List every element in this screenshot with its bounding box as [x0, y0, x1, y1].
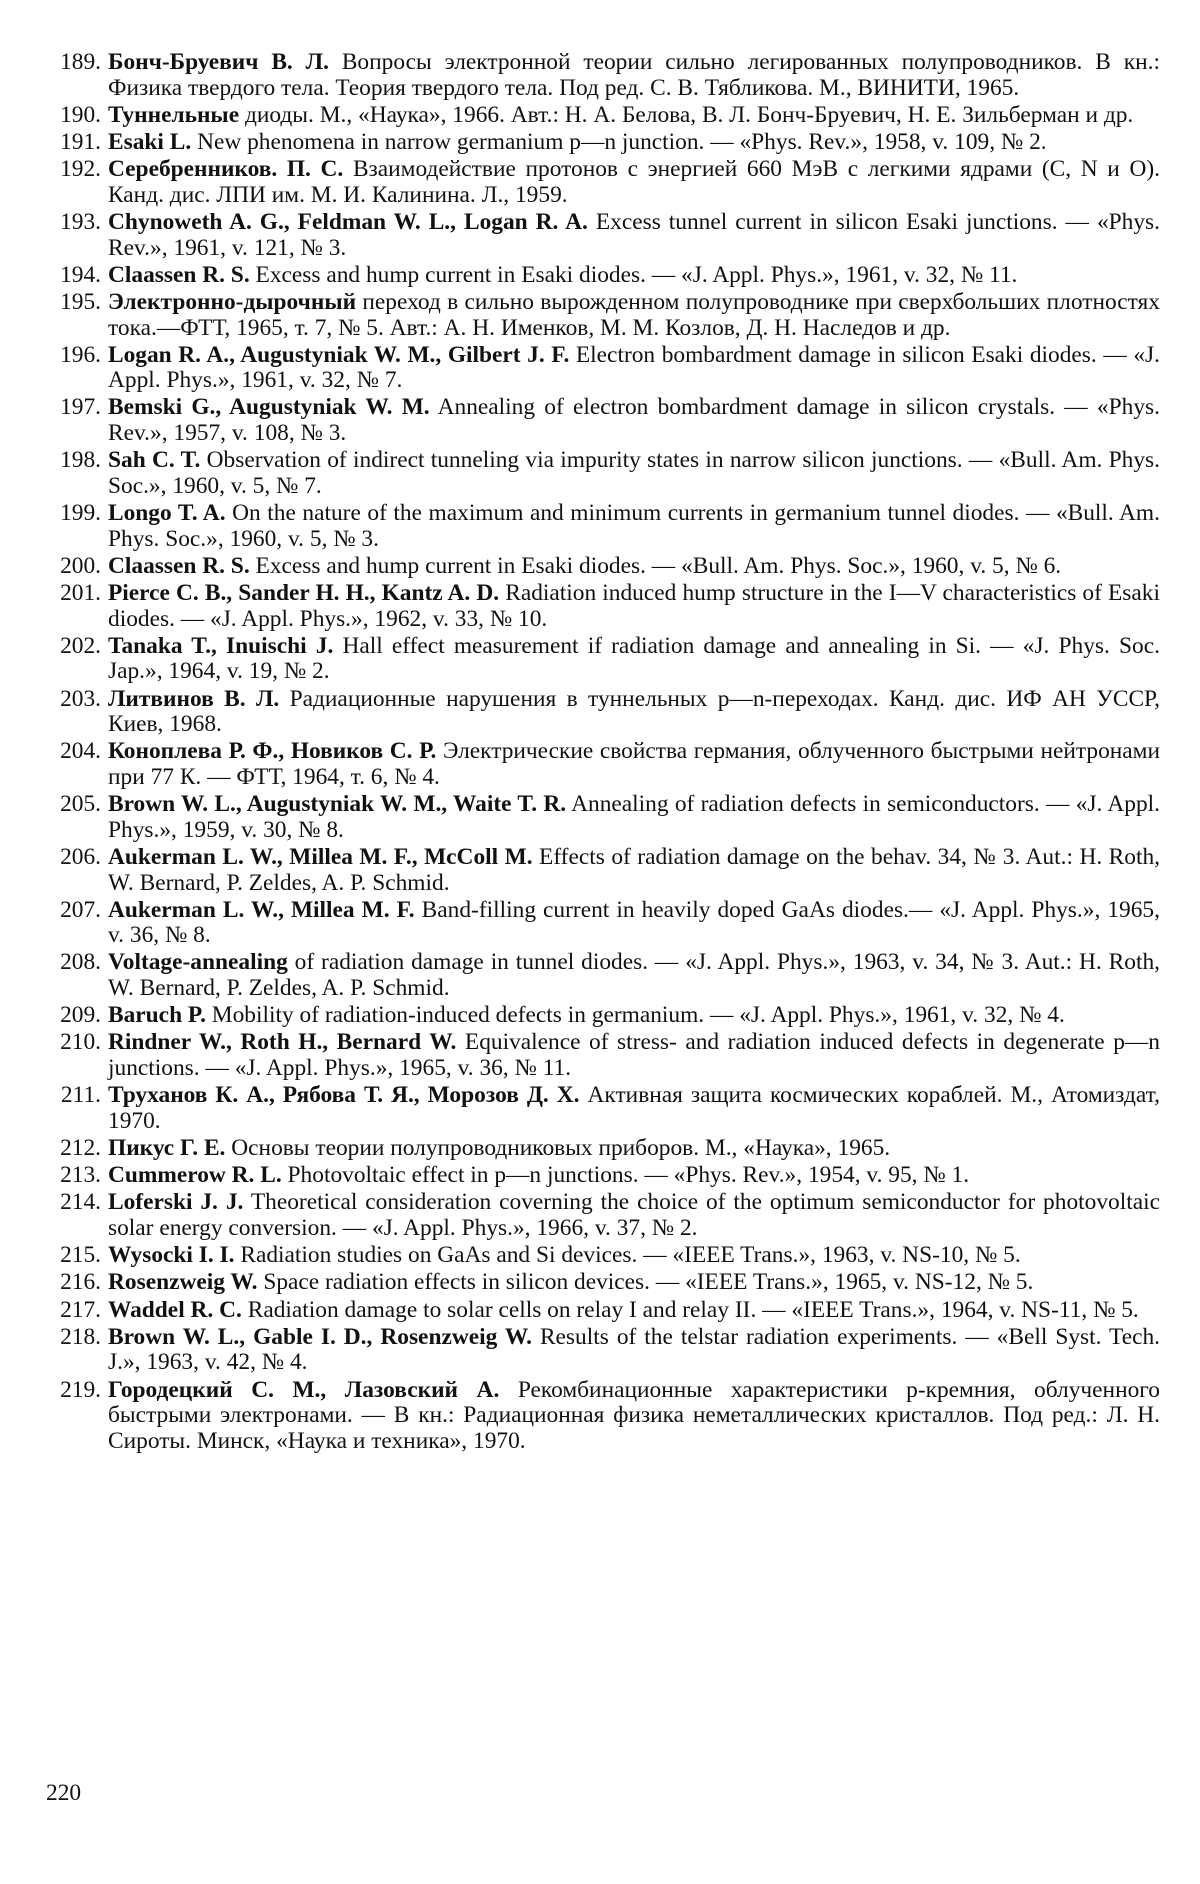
reference-body — [108, 634, 1160, 685]
reference-body — [108, 103, 1160, 129]
reference-number: 192. — [60, 156, 101, 183]
reference-item — [40, 343, 1160, 394]
reference-text: Электрические свойства германия, облученного быстрыми нейтронами при 77 К. — ФТТ, 1964, т. 6, № 4. — [108, 738, 1160, 790]
reference-body — [108, 157, 1160, 208]
reference-authors: Brown W. L., Gable I. D., Rosenzweig W. — [108, 1323, 532, 1350]
reference-item — [40, 792, 1160, 843]
reference-number: 211. — [60, 1082, 101, 1109]
reference-authors: Wysocki I. I. — [108, 1242, 235, 1269]
reference-number: 190. — [60, 101, 101, 128]
reference-item — [40, 1270, 1160, 1296]
reference-body — [108, 130, 1160, 156]
reference-body — [108, 1030, 1160, 1081]
reference-authors: Claassen R. S. — [108, 261, 250, 288]
reference-body — [108, 1163, 1160, 1189]
reference-text: Вопросы электронной теории сильно легированных полупроводников. В кн.: Физика твердого тела. Теория твердого тела. Под ред. С. В. Тябликова. М., ВИНИТИ, 1965. — [108, 49, 1160, 101]
reference-item — [40, 1298, 1160, 1324]
reference-number: 217. — [60, 1296, 101, 1323]
reference-item — [40, 157, 1160, 208]
reference-number: 194. — [60, 261, 101, 288]
reference-body — [108, 1270, 1160, 1296]
reference-authors: Бонч-Бруевич В. Л. — [108, 49, 329, 75]
reference-body — [108, 290, 1160, 341]
reference-number: 208. — [60, 949, 101, 976]
reference-number: 193. — [60, 208, 101, 235]
reference-number: 203. — [60, 685, 101, 712]
reference-body — [108, 50, 1160, 101]
reference-text: Photovoltaic effect in p—n junctions. — «Phys. Rev.», 1954, v. 95, № 1. — [287, 1162, 970, 1189]
reference-authors: Bemski G., Augustyniak W. M. — [108, 394, 430, 421]
reference-item — [40, 1083, 1160, 1134]
reference-text: Band-filling current in heavily doped GaAs diodes.— «J. Appl. Phys.», 1965, v. 36, № 8. — [108, 896, 1160, 949]
reference-number: 189. — [60, 49, 101, 75]
reference-text: Radiation induced hump structure in the I—V characteristics of Esaki diodes. — «J. Appl. Phys.», 1962, v. 33, № 10. — [108, 580, 1160, 632]
reference-text: Рекомбинационные характеристики p-кремния, облученного быстрыми электронами. — В кн.: Радиационная физика неметаллических кристаллов. Под ред.: Л. Н. Сироты. Минск, «Наука и техника», 1970. — [108, 1376, 1160, 1454]
page-number: 220 — [46, 1780, 82, 1806]
reference-text: Excess tunnel current in silicon Esaki junctions. — «Phys. Rev.», 1961, v. 121, № 3. — [108, 208, 1160, 261]
reference-body — [108, 1136, 1160, 1162]
reference-authors: Труханов К. А., Рябова Т. Я., Морозов Д. Х. — [108, 1082, 580, 1109]
reference-text: Hall effect measurement if radiation damage and annealing in Si. — «J. Phys. Soc. Jap.», 1964, v. 19, № 2. — [108, 632, 1160, 685]
reference-number: 205. — [60, 791, 101, 818]
reference-text: Theoretical consideration coverning the choice of the optimum semiconductor for photovoltaic solar energy conversion. — «J. Appl. Phys.», 1966, v. 37, № 2. — [108, 1189, 1160, 1241]
reference-body — [108, 1083, 1160, 1134]
reference-item — [40, 50, 1160, 101]
reference-body — [108, 581, 1160, 632]
reference-text: Mobility of radiation-induced defects in germanium. — «J. Appl. Phys.», 1961, v. 32, № 4. — [211, 1002, 1065, 1029]
reference-item — [40, 501, 1160, 552]
reference-authors: Электронно-дырочный — [108, 288, 357, 315]
reference-list — [40, 50, 1160, 1456]
reference-number: 191. — [60, 128, 101, 155]
reference-text: of radiation damage in tunnel diodes. — «J. Appl. Phys.», 1963, v. 34, № 3. Aut.: H. Roth, W. Bernard, P. Zeldes, A. P. Schmid. — [108, 949, 1160, 1002]
reference-item — [40, 130, 1160, 156]
reference-authors: Longo T. A. — [108, 500, 226, 527]
reference-text: Annealing of radiation defects in semiconductors. — «J. Appl. Phys.», 1959, v. 30, № 8. — [108, 791, 1160, 843]
reference-number: 216. — [60, 1269, 101, 1296]
reference-text: диоды. М., «Наука», 1966. Авт.: Н. А. Белова, В. Л. Бонч-Бруевич, Н. Е. Зильберман и др. — [244, 101, 1134, 128]
reference-authors: Литвинов В. Л. — [108, 685, 280, 712]
reference-authors: Logan R. A., Augustyniak W. M., Gilbert J. F. — [108, 341, 570, 368]
reference-authors: Городецкий С. М., Лазовский А. — [108, 1376, 500, 1403]
reference-number: 196. — [60, 341, 101, 368]
reference-item — [40, 554, 1160, 580]
reference-text: переход в сильно вырожденном полупроводнике при сверхбольших плотностях тока.—ФТТ, 1965, т. 7, № 5. Авт.: А. Н. Именков, М. М. Козлов, Д. Н. Наследов и др. — [108, 288, 1160, 341]
reference-number: 201. — [60, 580, 101, 606]
reference-authors: Esaki L. — [108, 128, 192, 155]
reference-text: Observation of indirect tunneling via impurity states in narrow silicon junctions. — «Bull. Am. Phys. Soc.», 1960, v. 5, № 7. — [108, 447, 1161, 499]
reference-authors: Claassen R. S. — [108, 552, 250, 579]
reference-item — [40, 448, 1160, 499]
reference-number: 215. — [60, 1242, 101, 1269]
reference-authors: Loferski J. J. — [108, 1189, 244, 1216]
reference-item — [40, 1136, 1160, 1162]
reference-body — [108, 1190, 1160, 1241]
reference-text: Основы теории полупроводниковых приборов. М., «Наука», 1965. — [231, 1135, 891, 1161]
reference-item — [40, 687, 1160, 738]
reference-number: 218. — [60, 1323, 101, 1350]
reference-number: 207. — [60, 896, 101, 923]
reference-authors: Sah C. T. — [108, 447, 201, 474]
reference-item — [40, 1378, 1160, 1455]
reference-authors: Chynoweth A. G., Feldman W. L., Logan R. A. — [108, 208, 588, 235]
reference-body — [108, 395, 1160, 446]
reference-text: Excess and hump current in Esaki diodes. — «J. Appl. Phys.», 1961, v. 32, № 11. — [255, 261, 1018, 288]
reference-body — [108, 1298, 1160, 1324]
reference-item — [40, 898, 1160, 949]
reference-item — [40, 634, 1160, 685]
reference-item — [40, 845, 1160, 896]
reference-text: Electron bombardment damage in silicon Esaki diodes. — «J. Appl. Phys.», 1961, v. 32, № 7. — [108, 341, 1160, 394]
reference-item — [40, 581, 1160, 632]
reference-number: 219. — [60, 1376, 101, 1403]
reference-body — [108, 1003, 1160, 1029]
reference-item — [40, 950, 1160, 1001]
reference-number: 209. — [60, 1002, 101, 1029]
reference-number: 195. — [60, 288, 101, 315]
reference-authors: Voltage-annealing — [108, 949, 288, 976]
reference-body — [108, 739, 1160, 790]
reference-body — [108, 950, 1160, 1001]
reference-text: Equivalence of stress- and radiation induced defects in degenerate p—n junctions. — «J. Appl. Phys.», 1965, v. 36, № 11. — [108, 1029, 1161, 1082]
reference-item — [40, 263, 1160, 289]
reference-text: Взаимодействие протонов с энергией 660 МэВ с легкими ядрами (С, N и О). Канд. дис. ЛПИ им. М. И. Калинина. Л., 1959. — [108, 156, 1160, 208]
reference-item — [40, 1163, 1160, 1189]
reference-authors: Коноплева Р. Ф., Новиков С. Р. — [108, 738, 437, 765]
reference-text: Effects of radiation damage on the behav. 34, № 3. Aut.: H. Roth, W. Bernard, P. Zeldes, A. P. Schmid. — [108, 843, 1160, 896]
reference-body — [108, 210, 1160, 261]
reference-authors: Туннельные — [108, 101, 240, 128]
reference-authors: Waddel R. C. — [108, 1296, 242, 1323]
reference-body — [108, 501, 1160, 552]
reference-authors: Rindner W., Roth H., Bernard W. — [108, 1029, 457, 1056]
reference-number: 198. — [60, 447, 101, 474]
reference-body — [108, 845, 1160, 896]
reference-number: 202. — [60, 632, 101, 659]
reference-body — [108, 792, 1160, 843]
reference-body — [108, 554, 1160, 580]
reference-item — [40, 1030, 1160, 1081]
reference-item — [40, 395, 1160, 446]
reference-authors: Aukerman L. W., Millea M. F., McColl M. — [108, 843, 533, 870]
reference-number: 212. — [60, 1135, 101, 1161]
reference-body — [108, 343, 1160, 394]
reference-number: 213. — [60, 1162, 101, 1189]
reference-body — [108, 898, 1160, 949]
reference-text: Радиационные нарушения в туннельных p—n-переходах. Канд. дис. ИФ АН УССР, Киев, 1968. — [108, 685, 1160, 738]
reference-text: New phenomena in narrow germanium p—n junction. — «Phys. Rev.», 1958, v. 109, № 2. — [197, 128, 1047, 155]
reference-authors: Rosenzweig W. — [108, 1269, 258, 1296]
reference-number: 214. — [60, 1189, 101, 1216]
reference-authors: Brown W. L., Augustyniak W. M., Waite T. R. — [108, 791, 567, 818]
reference-text: Активная защита космических кораблей. М., Атомиздат, 1970. — [108, 1082, 1160, 1134]
reference-authors: Aukerman L. W., Millea M. F. — [108, 896, 415, 923]
reference-body — [108, 263, 1160, 289]
reference-authors: Пикус Г. Е. — [108, 1135, 226, 1161]
reference-item — [40, 1325, 1160, 1376]
reference-body — [108, 1378, 1160, 1455]
reference-text: On the nature of the maximum and minimum currents in germanium tunnel diodes. — «Bull. Am. Phys. Soc.», 1960, v. 5, № 3. — [108, 500, 1160, 552]
reference-text: Results of the telstar radiation experiments. — «Bell Syst. Tech. J.», 1963, v. 42, № 4. — [108, 1323, 1160, 1376]
reference-body — [108, 687, 1160, 738]
reference-text: Annealing of electron bombardment damage in silicon crystals. — «Phys. Rev.», 1957, v. 108, № 3. — [108, 394, 1160, 447]
reference-text: Excess and hump current in Esaki diodes. — «Bull. Am. Phys. Soc.», 1960, v. 5, № 6. — [255, 552, 1062, 579]
reference-item — [40, 1190, 1160, 1241]
reference-number: 197. — [60, 394, 101, 421]
reference-number: 200. — [60, 552, 101, 579]
reference-authors: Pierce C. B., Sander H. H., Kantz A. D. — [108, 580, 500, 606]
reference-item — [40, 1243, 1160, 1269]
reference-number: 210. — [60, 1029, 101, 1056]
reference-item — [40, 290, 1160, 341]
reference-item — [40, 739, 1160, 790]
reference-item — [40, 210, 1160, 261]
reference-body — [108, 1243, 1160, 1269]
reference-text: Space radiation effects in silicon devices. — «IEEE Trans.», 1965, v. NS-12, № 5. — [263, 1269, 1034, 1296]
reference-item — [40, 103, 1160, 129]
reference-item — [40, 1003, 1160, 1029]
reference-authors: Tanaka T., Inuischi J. — [108, 632, 334, 659]
reference-body — [108, 448, 1160, 499]
reference-authors: Серебренников. П. С. — [108, 156, 344, 183]
reference-number: 204. — [60, 738, 101, 765]
reference-authors: Cummerow R. L. — [108, 1162, 282, 1189]
reference-number: 206. — [60, 843, 101, 870]
reference-authors: Baruch P. — [108, 1002, 206, 1029]
reference-body — [108, 1325, 1160, 1376]
reference-number: 199. — [60, 500, 101, 527]
reference-text: Radiation damage to solar cells on relay I and relay II. — «IEEE Trans.», 1964, v. NS-11, № 5. — [247, 1296, 1139, 1323]
reference-text: Radiation studies on GaAs and Si devices. — «IEEE Trans.», 1963, v. NS-10, № 5. — [240, 1242, 1021, 1269]
